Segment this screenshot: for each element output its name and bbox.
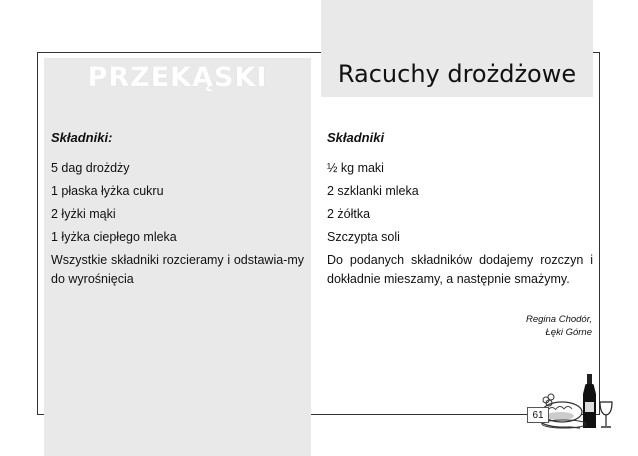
right-ingredient-item: Szczypta soli	[327, 230, 400, 244]
author-place: Łęki Górne	[545, 327, 592, 338]
left-ingredient-item: 1 płaska łyżka cukru	[51, 184, 164, 198]
recipe-title: Racuchy drożdżowe	[337, 60, 577, 88]
page-number: 61	[527, 407, 549, 423]
left-ingredients-heading: Składniki:	[51, 130, 113, 145]
left-instructions: Wszystkie składniki rozcieramy i odstawia-my do wyrośnięcia	[51, 253, 304, 286]
author-signature	[526, 313, 592, 339]
wine-bottle-bread-icon	[540, 372, 618, 432]
right-ingredient-item: 2 szklanki mleka	[327, 184, 419, 198]
right-instructions: Do podanych składników dodajemy rozczyn i dokładnie mieszamy, a następnie smażymy.	[327, 253, 593, 286]
author-name: Regina Chodór,	[525, 314, 592, 325]
right-ingredient-item: ½ kg maki	[327, 161, 384, 175]
left-ingredient-item: 2 łyżki mąki	[51, 207, 116, 221]
right-ingredients-heading: Składniki	[327, 130, 385, 145]
right-ingredient-item: 2 żółtka	[327, 207, 371, 221]
section-title: PRZEKĄSKI	[87, 62, 268, 93]
left-ingredient-item: 5 dag drożdży	[51, 161, 130, 175]
left-ingredient-item: 1 łyżka ciepłego mleka	[51, 230, 177, 244]
